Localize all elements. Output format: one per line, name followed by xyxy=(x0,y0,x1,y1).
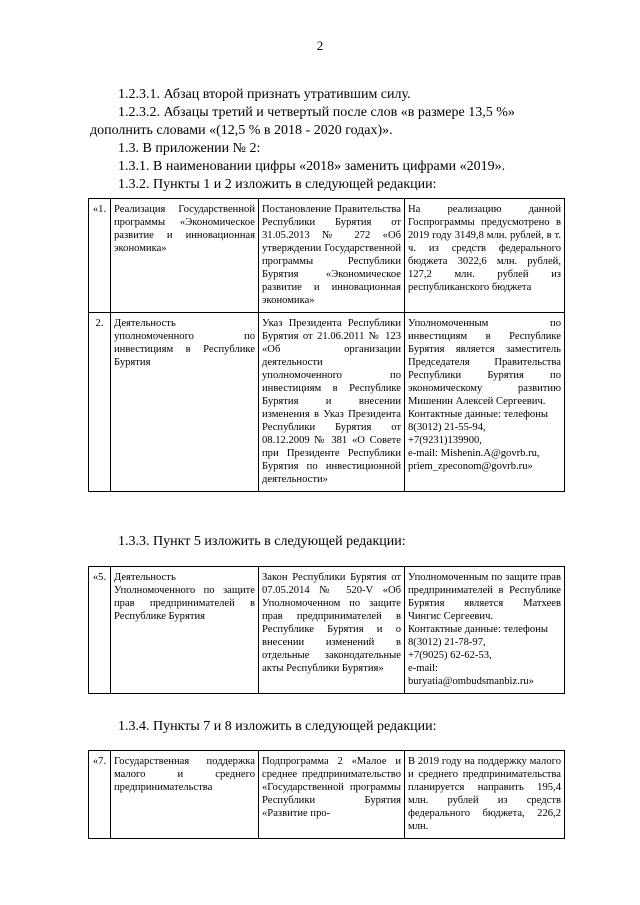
info-line: buryatia@ombudsmanbiz.ru» xyxy=(408,676,534,687)
paragraph-1-3: 1.3. В приложении № 2: xyxy=(118,141,261,156)
info-line: 8(3012) 21-55-94, xyxy=(408,422,486,433)
activity-info: На реализацию данной Госпрограммы предусмотрено в 2019 году 3149,8 млн. рублей, в т. ч. из средств федерального бюджета 3022,6 млн. рублей, 127,2 млн. рублей из республиканского бюджета xyxy=(405,199,565,313)
paragraph-1-2-3-2-continued: дополнить словами «(12,5 % в 2018 - 2020 годах)». xyxy=(90,123,393,138)
info-line: 8(3012) 21-78-97, xyxy=(408,637,486,648)
info-line: priem_zpeconom@govrb.ru» xyxy=(408,461,533,472)
info-line: e-mail: xyxy=(408,663,439,674)
row-number: 2. xyxy=(89,313,111,492)
table-row xyxy=(89,199,565,313)
table-items-1-2 xyxy=(88,198,565,492)
paragraph-1-3-1: 1.3.1. В наименовании цифры «2018» заменить цифрами «2019». xyxy=(118,159,506,174)
legal-basis: Постановление Правительства Республики Бурятия от 31.05.2013 № 272 «Об утверждении Государственной программы Республики Бурятия «Экономическое развитие и инновационная экономика» xyxy=(259,199,405,313)
info-line: Уполномоченным по защите прав предпринимателей в Республике Бурятия является Матхеев Чингис Сергеевич. xyxy=(408,572,564,622)
row-number: «5. xyxy=(89,567,111,694)
paragraph-1-3-2: 1.3.2. Пункты 1 и 2 изложить в следующей редакции: xyxy=(118,177,437,192)
table-item-5 xyxy=(88,566,565,694)
legal-basis: Закон Республики Бурятия от 07.05.2014 № 520-V «Об Уполномоченном по защите прав предпринимателей в Республике Бурятия и о внесении изменений в отдельные законодательные акты Республики Бурятия» xyxy=(259,567,405,694)
legal-basis: Подпрограмма 2 «Малое и среднее предпринимательство «Государственной программы Республики Бурятия «Развитие про- xyxy=(259,751,405,839)
table-row xyxy=(89,567,565,694)
info-line: Контактные данные: телефоны xyxy=(408,409,548,420)
info-line: Контактные данные: телефоны xyxy=(408,624,548,635)
activity-info xyxy=(405,313,565,492)
row-number: «1. xyxy=(89,199,111,313)
legal-basis: Указ Президента Республики Бурятия от 21.06.2011 № 123 «Об организации деятельности уполномоченного по инвестициям в Республике Бурятия и внесении изменения в Указ Президента Республики Бурятия от 08.12.2009 № 381 «О Совете при Президенте Республики Бурятия по инвестиционной деятельности» xyxy=(259,313,405,492)
info-line: +7(9231)139900, xyxy=(408,435,482,446)
info-line: Уполномоченным по инвестициям в Республике Бурятия является заместитель Председателя Правительства Республики Бурятия по экономическому развитию Мишенин Алексей Сергеевич. xyxy=(408,318,564,407)
paragraph-1-2-3-1: 1.2.3.1. Абзац второй признать утратившим силу. xyxy=(118,87,411,102)
table-row xyxy=(89,313,565,492)
paragraph-1-2-3-2: 1.2.3.2. Абзацы третий и четвертый после слов «в размере 13,5 %» xyxy=(118,105,515,120)
row-number: «7. xyxy=(89,751,111,839)
page-number: 2 xyxy=(316,38,324,53)
heading-1-3-3: 1.3.3. Пункт 5 изложить в следующей редакции: xyxy=(118,534,406,549)
activity-name: Деятельность уполномоченного по инвестициям в Республике Бурятия xyxy=(111,313,259,492)
info-line: +7(9025) 62-62-53, xyxy=(408,650,492,661)
activity-info xyxy=(405,567,565,694)
table-row xyxy=(89,751,565,839)
activity-name: Государственная поддержка малого и среднего предпринимательства xyxy=(111,751,259,839)
activity-info: В 2019 году на поддержку малого и среднего предпринимательства планируется направить 195,4 млн. рублей из средств федерального бюджета, 226,2 млн. xyxy=(405,751,565,839)
activity-name: Деятельность Уполномоченного по защите прав предпринимателей в Республике Бурятия xyxy=(111,567,259,694)
info-line: e-mail: Mishenin.A@govrb.ru, xyxy=(408,448,540,459)
heading-1-3-4: 1.3.4. Пункты 7 и 8 изложить в следующей редакции: xyxy=(118,719,437,734)
activity-name: Реализация Государственной программы «Экономическое развитие и инновационная экономика» xyxy=(111,199,259,313)
table-items-7-8 xyxy=(88,750,565,839)
